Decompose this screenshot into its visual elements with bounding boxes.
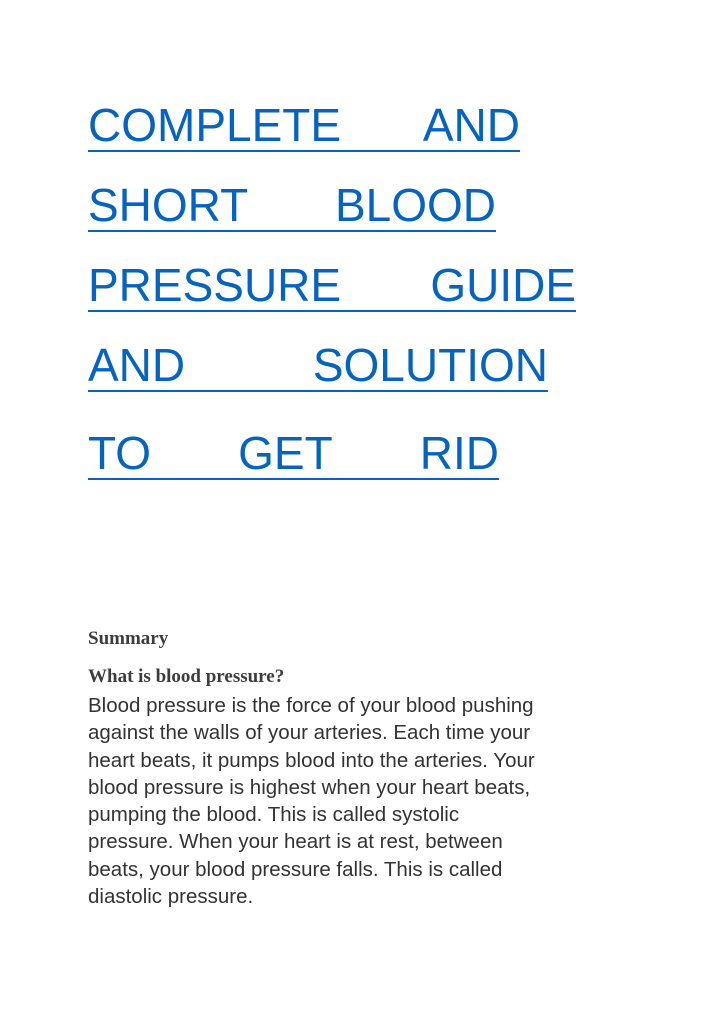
title-word: BLOOD [334, 179, 496, 231]
paragraph-line: beats, your blood pressure falls. This is called [88, 857, 503, 881]
paragraph-line: pressure. When your heart is at rest, between [88, 830, 503, 854]
paragraph-line: pumping the blood. This is called systolic [88, 803, 460, 827]
paragraph-line: blood pressure is highest when your heart beats, [88, 775, 531, 799]
title-word: SOLUTION [312, 339, 548, 391]
paragraph-line: diastolic pressure. [88, 885, 254, 909]
title-word: GET [238, 427, 333, 479]
title-link-line-3[interactable] [88, 260, 576, 312]
title-word: RID [419, 427, 499, 479]
title-link-line-2[interactable] [88, 180, 496, 232]
paragraph-line: against the walls of your arteries. Each time your [88, 721, 531, 745]
paragraph-line: heart beats, it pumps blood into the arteries. Your [88, 748, 535, 772]
title-word: SHORT [88, 179, 249, 231]
title-word: COMPLETE [88, 99, 342, 151]
title-link-line-4[interactable] [88, 340, 548, 392]
summary-paragraph [88, 692, 628, 910]
question-heading: What is blood pressure? [88, 666, 285, 687]
title-word: GUIDE [430, 259, 576, 311]
title-link-line-5[interactable] [88, 428, 499, 480]
title-word: TO [88, 427, 152, 479]
summary-heading: Summary [88, 628, 169, 649]
paragraph-line: Blood pressure is the force of your blood pushing [88, 694, 534, 717]
title-word: PRESSURE [88, 259, 342, 311]
title-word: AND [422, 99, 520, 151]
title-word: AND [88, 339, 186, 391]
title-link-line-1[interactable] [88, 100, 520, 152]
